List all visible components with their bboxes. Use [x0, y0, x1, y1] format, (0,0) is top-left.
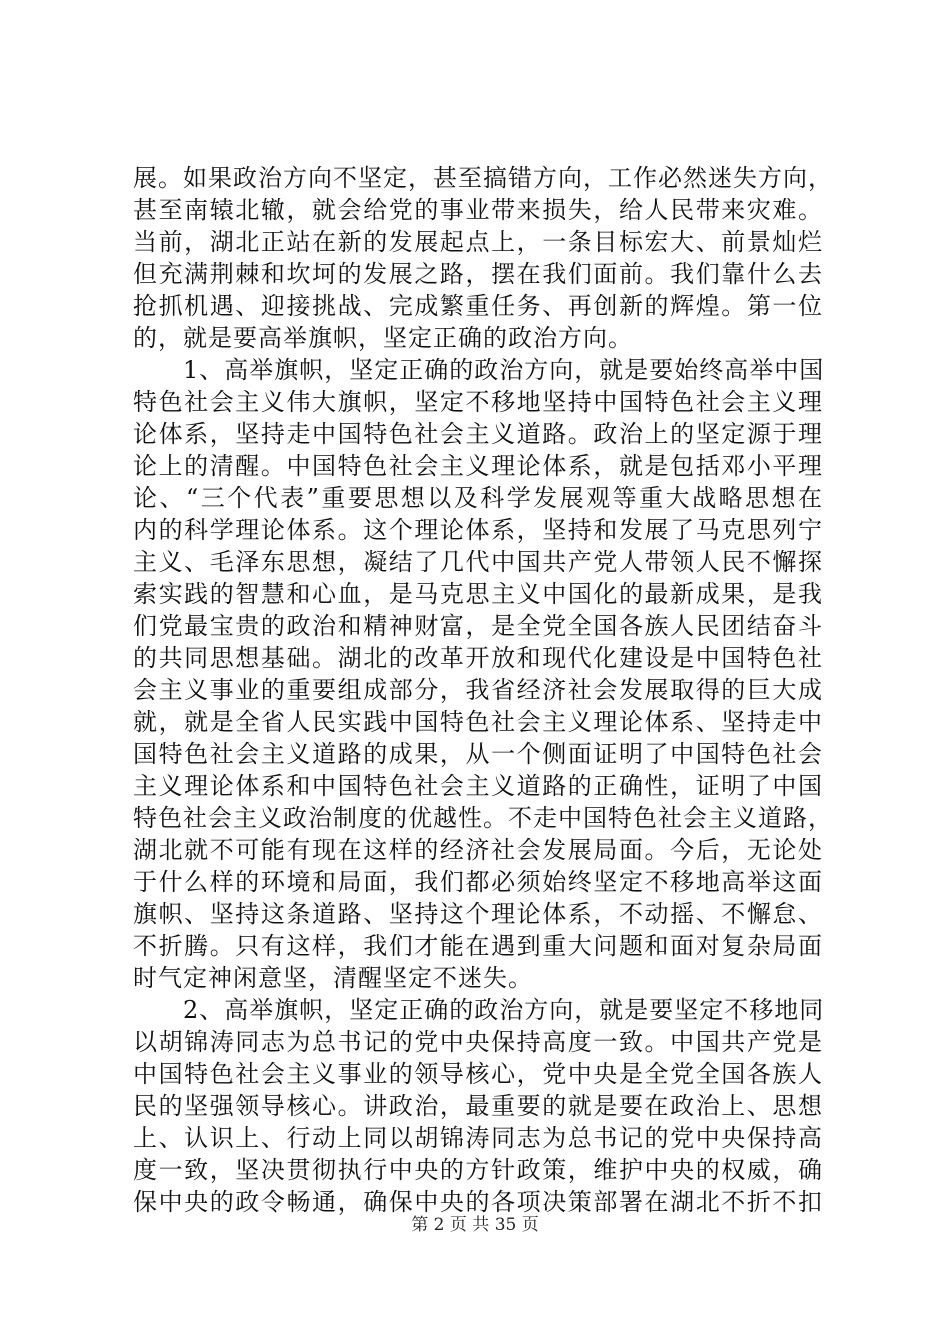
- text-line: 论体系，坚持走中国特色社会主义道路。政治上的坚定源于理: [133, 420, 823, 448]
- text-line: 国特色社会主义道路的成果，从一个侧面证明了中国特色社会: [133, 740, 823, 768]
- text-line: 就，就是全省人民实践中国特色社会主义理论体系、坚持走中: [133, 708, 823, 736]
- text-line: 会主义事业的重要组成部分，我省经济社会发展取得的巨大成: [133, 676, 823, 704]
- text-line: 2、高举旗帜，坚定正确的政治方向，就是要坚定不移地同: [133, 996, 825, 1024]
- text-line: 当前，湖北正站在新的发展起点上，一条目标宏大、前景灿烂: [133, 228, 823, 256]
- text-line: 民的坚强领导核心。讲政治，最重要的就是要在政治上、思想: [133, 1092, 823, 1120]
- text-line: 1、高举旗帜，坚定正确的政治方向，就是要始终高举中国: [133, 356, 825, 384]
- text-line: 抢抓机遇、迎接挑战、完成繁重任务、再创新的辉煌。第一位: [133, 292, 823, 320]
- text-line: 不折腾。只有这样，我们才能在遇到重大问题和面对复杂局面: [133, 932, 823, 960]
- text-line: 展。如果政治方向不坚定，甚至搞错方向，工作必然迷失方向，: [133, 164, 833, 192]
- page-number-footer: 第 2 页 共 35 页: [411, 1215, 539, 1235]
- text-line: 时气定神闲意坚，清醒坚定不迷失。: [133, 964, 533, 992]
- text-line: 主义理论体系和中国特色社会主义道路的正确性，证明了中国: [133, 772, 823, 800]
- text-line: 们党最宝贵的政治和精神财富，是全党全国各族人民团结奋斗: [133, 612, 823, 640]
- text-line: 上、认识上、行动上同以胡锦涛同志为总书记的党中央保持高: [133, 1124, 823, 1152]
- text-line: 的，就是要高举旗帜，坚定正确的政治方向。: [133, 324, 633, 352]
- text-line: 甚至南辕北辙，就会给党的事业带来损失，给人民带来灾难。: [133, 196, 823, 224]
- text-line: 论、“三个代表”重要思想以及科学发展观等重大战略思想在: [133, 484, 823, 512]
- text-line: 于什么样的环境和局面，我们都必须始终坚定不移地高举这面: [133, 868, 823, 896]
- text-line: 湖北就不可能有现在这样的经济社会发展局面。今后，无论处: [133, 836, 823, 864]
- document-body: [133, 162, 833, 1218]
- text-line: 旗帜、坚持这条道路、坚持这个理论体系，不动摇、不懈怠、: [133, 900, 823, 928]
- text-line: 内的科学理论体系。这个理论体系，坚持和发展了马克思列宁: [133, 516, 823, 544]
- text-line: 度一致，坚决贯彻执行中央的方针政策，维护中央的权威，确: [133, 1156, 823, 1184]
- text-line: 主义、毛泽东思想，凝结了几代中国共产党人带领人民不懈探: [133, 548, 823, 576]
- text-line: 论上的清醒。中国特色社会主义理论体系，就是包括邓小平理: [133, 452, 823, 480]
- text-line: 但充满荆棘和坎坷的发展之路，摆在我们面前。我们靠什么去: [133, 260, 823, 288]
- text-line: 中国特色社会主义事业的领导核心，党中央是全党全国各族人: [133, 1060, 823, 1088]
- text-line: 索实践的智慧和心血，是马克思主义中国化的最新成果，是我: [133, 580, 823, 608]
- text-line: 保中央的政令畅通，确保中央的各项决策部署在湖北不折不扣: [133, 1188, 823, 1216]
- text-line: 特色社会主义政治制度的优越性。不走中国特色社会主义道路，: [133, 804, 833, 832]
- text-line: 以胡锦涛同志为总书记的党中央保持高度一致。中国共产党是: [133, 1028, 823, 1056]
- text-line: 的共同思想基础。湖北的改革开放和现代化建设是中国特色社: [133, 644, 823, 672]
- text-line: 特色社会主义伟大旗帜，坚定不移地坚持中国特色社会主义理: [133, 388, 823, 416]
